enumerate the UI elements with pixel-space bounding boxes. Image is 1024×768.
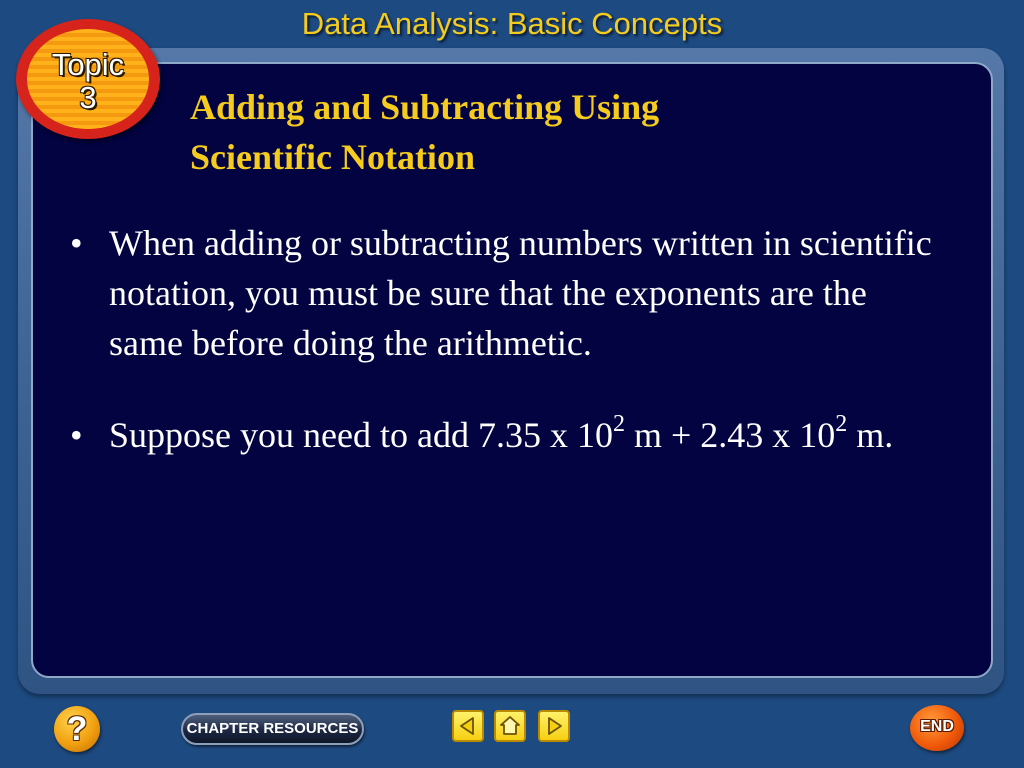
slide-title-line1: Adding and Subtracting Using (190, 87, 660, 127)
topic-badge (16, 19, 160, 139)
previous-button[interactable] (452, 710, 484, 742)
bullet-item (66, 410, 946, 460)
header-title: Data Analysis: Basic Concepts (301, 6, 723, 41)
bullet-text-part: m + 2.43 x 10 (624, 415, 836, 455)
exponent: 2 (612, 411, 625, 437)
end-button[interactable] (910, 705, 964, 751)
home-icon (498, 714, 522, 738)
bullet-text (109, 411, 894, 455)
home-button[interactable] (494, 710, 526, 742)
bullet-text-part: m. (847, 415, 894, 455)
question-mark-icon: ? (66, 710, 88, 748)
chapter-resources-button[interactable] (181, 713, 364, 745)
topic-label: Topic (51, 47, 125, 82)
bullet-item (66, 218, 946, 368)
topic-number: 3 (79, 80, 97, 115)
bullet-text: When adding or subtracting numbers written in scientific notation, you must be sure that the exponents are the same before doing the arithmetic. (109, 223, 932, 363)
bullet-list (66, 218, 946, 502)
bullet-marker: • (70, 223, 83, 263)
next-button[interactable] (538, 710, 570, 742)
bullet-marker: • (70, 415, 83, 455)
chapter-resources-label: CHAPTER RESOURCES (186, 720, 359, 737)
slide-title (190, 82, 890, 182)
left-arrow-icon (456, 714, 480, 738)
slide-title-line2: Scientific Notation (190, 137, 475, 177)
help-button[interactable] (54, 706, 100, 752)
exponent: 2 (835, 411, 848, 437)
right-arrow-icon (542, 714, 566, 738)
bullet-text-part: Suppose you need to add 7.35 x 10 (109, 415, 613, 455)
end-label: END (920, 718, 954, 735)
